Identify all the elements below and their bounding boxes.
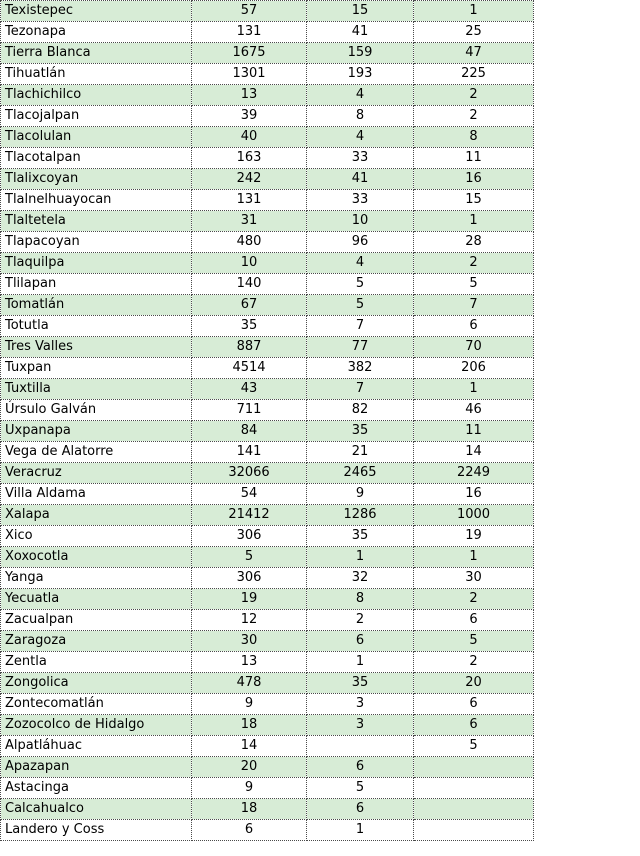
value-cell-1: 31 bbox=[192, 211, 307, 232]
value-cell-1: 1301 bbox=[192, 64, 307, 85]
table-row bbox=[1, 316, 534, 337]
value-cell-1: 18 bbox=[192, 799, 307, 820]
value-cell-3 bbox=[414, 778, 534, 799]
municipality-cell: Tlaquilpa bbox=[1, 253, 192, 274]
municipality-cell: Úrsulo Galván bbox=[1, 400, 192, 421]
value-cell-1: 19 bbox=[192, 589, 307, 610]
value-cell-2: 32 bbox=[307, 568, 414, 589]
value-cell-2: 41 bbox=[307, 169, 414, 190]
value-cell-2: 5 bbox=[307, 274, 414, 295]
value-cell-3: 206 bbox=[414, 358, 534, 379]
municipality-cell: Apazapan bbox=[1, 757, 192, 778]
municipality-cell: Tezonapa bbox=[1, 22, 192, 43]
table-row bbox=[1, 253, 534, 274]
municipality-cell: Landero y Coss bbox=[1, 820, 192, 841]
value-cell-3 bbox=[414, 799, 534, 820]
value-cell-1: 141 bbox=[192, 442, 307, 463]
value-cell-1: 131 bbox=[192, 22, 307, 43]
table-row bbox=[1, 85, 534, 106]
municipality-cell: Tlalixcoyan bbox=[1, 169, 192, 190]
value-cell-2: 96 bbox=[307, 232, 414, 253]
municipality-cell: Xalapa bbox=[1, 505, 192, 526]
value-cell-1: 306 bbox=[192, 526, 307, 547]
value-cell-3: 20 bbox=[414, 673, 534, 694]
value-cell-2: 82 bbox=[307, 400, 414, 421]
table-row bbox=[1, 148, 534, 169]
value-cell-2: 193 bbox=[307, 64, 414, 85]
municipality-cell: Tlacotalpan bbox=[1, 148, 192, 169]
table-row bbox=[1, 274, 534, 295]
municipality-cell: Tlapacoyan bbox=[1, 232, 192, 253]
value-cell-2: 33 bbox=[307, 190, 414, 211]
table-row bbox=[1, 673, 534, 694]
table-row bbox=[1, 43, 534, 64]
municipality-cell: Tres Valles bbox=[1, 337, 192, 358]
table-row bbox=[1, 1, 534, 22]
value-cell-1: 478 bbox=[192, 673, 307, 694]
municipality-cell: Zaragoza bbox=[1, 631, 192, 652]
value-cell-3: 5 bbox=[414, 631, 534, 652]
municipality-cell: Alpatláhuac bbox=[1, 736, 192, 757]
value-cell-2: 5 bbox=[307, 295, 414, 316]
table-row bbox=[1, 568, 534, 589]
table-row bbox=[1, 358, 534, 379]
value-cell-3: 46 bbox=[414, 400, 534, 421]
value-cell-2: 6 bbox=[307, 757, 414, 778]
value-cell-1: 5 bbox=[192, 547, 307, 568]
value-cell-3: 1 bbox=[414, 1, 534, 22]
value-cell-1: 9 bbox=[192, 778, 307, 799]
value-cell-2: 6 bbox=[307, 631, 414, 652]
value-cell-2: 77 bbox=[307, 337, 414, 358]
table-row bbox=[1, 337, 534, 358]
value-cell-2: 3 bbox=[307, 694, 414, 715]
value-cell-3: 1 bbox=[414, 211, 534, 232]
table-row bbox=[1, 526, 534, 547]
value-cell-2: 35 bbox=[307, 526, 414, 547]
municipality-cell: Tlacolulan bbox=[1, 127, 192, 148]
municipality-cell: Zentla bbox=[1, 652, 192, 673]
value-cell-1: 54 bbox=[192, 484, 307, 505]
table-row bbox=[1, 190, 534, 211]
value-cell-1: 67 bbox=[192, 295, 307, 316]
value-cell-3: 1 bbox=[414, 379, 534, 400]
value-cell-3: 2 bbox=[414, 589, 534, 610]
value-cell-2: 8 bbox=[307, 106, 414, 127]
value-cell-1: 6 bbox=[192, 820, 307, 841]
table-row bbox=[1, 715, 534, 736]
value-cell-1: 163 bbox=[192, 148, 307, 169]
value-cell-1: 14 bbox=[192, 736, 307, 757]
value-cell-1: 131 bbox=[192, 190, 307, 211]
value-cell-3: 16 bbox=[414, 169, 534, 190]
municipality-cell: Villa Aldama bbox=[1, 484, 192, 505]
value-cell-1: 12 bbox=[192, 610, 307, 631]
table-row bbox=[1, 547, 534, 568]
table-row bbox=[1, 400, 534, 421]
municipality-cell: Vega de Alatorre bbox=[1, 442, 192, 463]
value-cell-1: 35 bbox=[192, 316, 307, 337]
value-cell-2: 1 bbox=[307, 547, 414, 568]
value-cell-1: 13 bbox=[192, 85, 307, 106]
municipality-cell: Tihuatlán bbox=[1, 64, 192, 85]
value-cell-2: 35 bbox=[307, 421, 414, 442]
table-row bbox=[1, 505, 534, 526]
table-row bbox=[1, 778, 534, 799]
value-cell-1: 84 bbox=[192, 421, 307, 442]
value-cell-1: 21412 bbox=[192, 505, 307, 526]
table-row bbox=[1, 421, 534, 442]
municipality-cell: Uxpanapa bbox=[1, 421, 192, 442]
value-cell-3: 11 bbox=[414, 148, 534, 169]
value-cell-2: 15 bbox=[307, 1, 414, 22]
value-cell-3: 28 bbox=[414, 232, 534, 253]
value-cell-2: 4 bbox=[307, 127, 414, 148]
value-cell-3: 7 bbox=[414, 295, 534, 316]
value-cell-2: 159 bbox=[307, 43, 414, 64]
value-cell-1: 40 bbox=[192, 127, 307, 148]
value-cell-2: 41 bbox=[307, 22, 414, 43]
table-row bbox=[1, 22, 534, 43]
value-cell-2: 35 bbox=[307, 673, 414, 694]
value-cell-1: 480 bbox=[192, 232, 307, 253]
value-cell-1: 57 bbox=[192, 1, 307, 22]
value-cell-2: 7 bbox=[307, 379, 414, 400]
table-row bbox=[1, 442, 534, 463]
municipality-cell: Zacualpan bbox=[1, 610, 192, 631]
value-cell-2: 382 bbox=[307, 358, 414, 379]
table-row bbox=[1, 106, 534, 127]
value-cell-2: 21 bbox=[307, 442, 414, 463]
table-body bbox=[1, 1, 534, 841]
municipality-cell: Tlaltetela bbox=[1, 211, 192, 232]
value-cell-2: 5 bbox=[307, 778, 414, 799]
value-cell-1: 711 bbox=[192, 400, 307, 421]
value-cell-2: 6 bbox=[307, 799, 414, 820]
value-cell-3: 70 bbox=[414, 337, 534, 358]
value-cell-1: 20 bbox=[192, 757, 307, 778]
municipality-cell: Astacinga bbox=[1, 778, 192, 799]
table-row bbox=[1, 736, 534, 757]
value-cell-3: 6 bbox=[414, 694, 534, 715]
value-cell-1: 242 bbox=[192, 169, 307, 190]
municipality-cell: Tomatlán bbox=[1, 295, 192, 316]
municipality-cell: Calcahualco bbox=[1, 799, 192, 820]
table-row bbox=[1, 589, 534, 610]
table-row bbox=[1, 169, 534, 190]
value-cell-1: 10 bbox=[192, 253, 307, 274]
table-row bbox=[1, 799, 534, 820]
table-row bbox=[1, 127, 534, 148]
municipality-cell: Veracruz bbox=[1, 463, 192, 484]
value-cell-1: 9 bbox=[192, 694, 307, 715]
table-row bbox=[1, 295, 534, 316]
value-cell-2: 33 bbox=[307, 148, 414, 169]
value-cell-3: 1 bbox=[414, 547, 534, 568]
value-cell-2: 4 bbox=[307, 253, 414, 274]
municipality-cell: Xico bbox=[1, 526, 192, 547]
value-cell-1: 18 bbox=[192, 715, 307, 736]
value-cell-1: 13 bbox=[192, 652, 307, 673]
municipality-cell: Totutla bbox=[1, 316, 192, 337]
value-cell-3: 5 bbox=[414, 274, 534, 295]
table-row bbox=[1, 694, 534, 715]
municipality-cell: Yecuatla bbox=[1, 589, 192, 610]
value-cell-1: 30 bbox=[192, 631, 307, 652]
municipality-cell: Texistepec bbox=[1, 1, 192, 22]
value-cell-3: 6 bbox=[414, 610, 534, 631]
table-row bbox=[1, 484, 534, 505]
table-row bbox=[1, 232, 534, 253]
table-row bbox=[1, 463, 534, 484]
table-row bbox=[1, 610, 534, 631]
value-cell-3: 8 bbox=[414, 127, 534, 148]
value-cell-1: 32066 bbox=[192, 463, 307, 484]
value-cell-3: 2249 bbox=[414, 463, 534, 484]
municipality-cell: Tlachichilco bbox=[1, 85, 192, 106]
value-cell-2: 4 bbox=[307, 85, 414, 106]
municipality-cell: Zongolica bbox=[1, 673, 192, 694]
value-cell-3: 6 bbox=[414, 715, 534, 736]
value-cell-2: 2465 bbox=[307, 463, 414, 484]
value-cell-2: 1 bbox=[307, 652, 414, 673]
value-cell-2: 9 bbox=[307, 484, 414, 505]
table-row bbox=[1, 211, 534, 232]
municipality-cell: Tuxpan bbox=[1, 358, 192, 379]
municipality-cell: Tuxtilla bbox=[1, 379, 192, 400]
table-row bbox=[1, 652, 534, 673]
value-cell-3: 6 bbox=[414, 316, 534, 337]
value-cell-3: 25 bbox=[414, 22, 534, 43]
municipality-cell: Tlalnelhuayocan bbox=[1, 190, 192, 211]
value-cell-3: 11 bbox=[414, 421, 534, 442]
table-row bbox=[1, 379, 534, 400]
value-cell-3: 2 bbox=[414, 106, 534, 127]
value-cell-2: 3 bbox=[307, 715, 414, 736]
value-cell-3: 16 bbox=[414, 484, 534, 505]
value-cell-1: 306 bbox=[192, 568, 307, 589]
value-cell-1: 4514 bbox=[192, 358, 307, 379]
value-cell-2: 10 bbox=[307, 211, 414, 232]
table-row bbox=[1, 631, 534, 652]
value-cell-1: 43 bbox=[192, 379, 307, 400]
municipality-cell: Zozocolco de Hidalgo bbox=[1, 715, 192, 736]
value-cell-3: 30 bbox=[414, 568, 534, 589]
value-cell-2: 2 bbox=[307, 610, 414, 631]
value-cell-1: 887 bbox=[192, 337, 307, 358]
value-cell-3 bbox=[414, 757, 534, 778]
value-cell-2: 1286 bbox=[307, 505, 414, 526]
table-row bbox=[1, 64, 534, 85]
value-cell-3: 15 bbox=[414, 190, 534, 211]
value-cell-3: 225 bbox=[414, 64, 534, 85]
value-cell-3 bbox=[414, 820, 534, 841]
value-cell-3: 2 bbox=[414, 85, 534, 106]
municipality-cell: Yanga bbox=[1, 568, 192, 589]
value-cell-3: 2 bbox=[414, 652, 534, 673]
municipality-cell: Zontecomatlán bbox=[1, 694, 192, 715]
value-cell-1: 39 bbox=[192, 106, 307, 127]
value-cell-1: 140 bbox=[192, 274, 307, 295]
value-cell-1: 1675 bbox=[192, 43, 307, 64]
value-cell-2: 7 bbox=[307, 316, 414, 337]
value-cell-3: 5 bbox=[414, 736, 534, 757]
table-row bbox=[1, 757, 534, 778]
value-cell-3: 19 bbox=[414, 526, 534, 547]
value-cell-2: 1 bbox=[307, 820, 414, 841]
municipality-cell: Xoxocotla bbox=[1, 547, 192, 568]
municipality-cell: Tierra Blanca bbox=[1, 43, 192, 64]
value-cell-2 bbox=[307, 736, 414, 757]
value-cell-3: 2 bbox=[414, 253, 534, 274]
municipality-cell: Tlilapan bbox=[1, 274, 192, 295]
value-cell-3: 1000 bbox=[414, 505, 534, 526]
value-cell-3: 14 bbox=[414, 442, 534, 463]
value-cell-2: 8 bbox=[307, 589, 414, 610]
municipality-cell: Tlacojalpan bbox=[1, 106, 192, 127]
table-row bbox=[1, 820, 534, 841]
value-cell-3: 47 bbox=[414, 43, 534, 64]
